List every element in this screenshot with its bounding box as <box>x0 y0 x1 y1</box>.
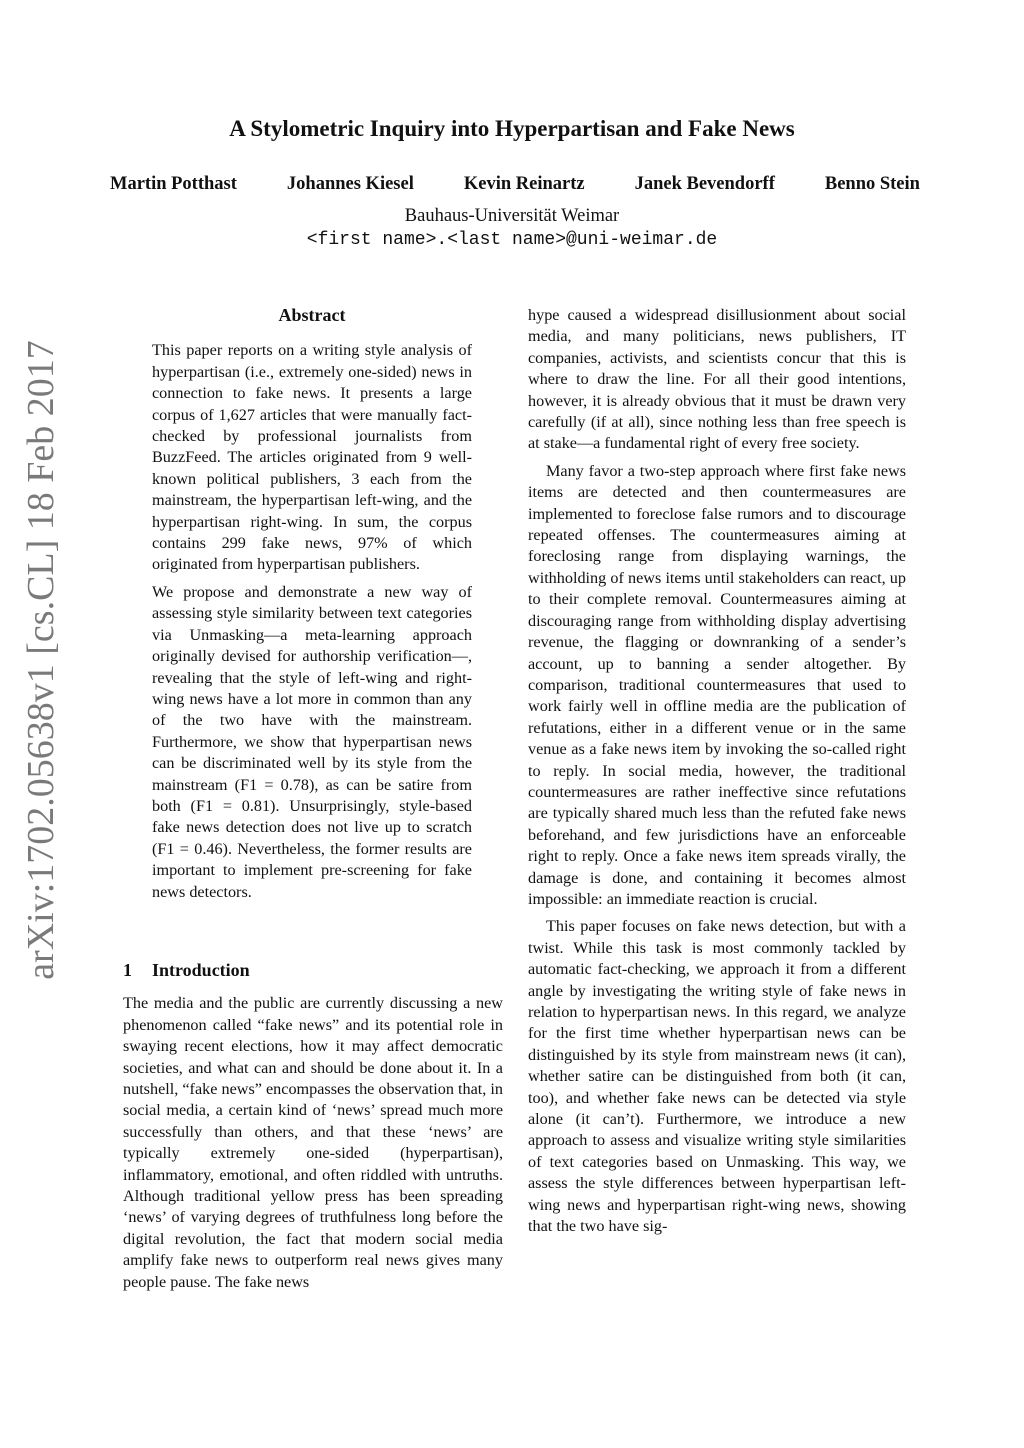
body-paragraph: Many favor a two-step approach where first fake news items are detected and then countermeasures are implemented to foreclose false rumors and to discourage repeated offenses. The countermeasures aiming at foreclosing range from displaying warnings, the withholding of news items until stakeholders can react, up to their complete removal. Countermeasures aiming at discouraging range from withholding display advertising revenue, the flagging or downranking of a sender’s account, up to banning a sender altogether. By comparison, traditional countermeasures that used to work fairly well in offline media are the publication of refutations, either in a different venue or in the same venue as a fake news item by invoking the so-called right to reply. In social media, however, the traditional countermeasures are rather ineffective since refutations are typically shared much less than the refuted fake news beforehand, and few jurisdictions have an enforceable right to reply. Once a fake news item spreads virally, the damage is done, and containing it becomes almost impossible: an immediate reaction is crucial. <box>528 461 906 908</box>
body-paragraph: This paper focuses on fake news detection, but with a twist. While this task is most commonly tackled by automatic fact-checking, we approach it from a different angle by investigating the writing style of fake news in relation to hyperpartisan news. In this regard, we analyze for the first time whether hyperpartisan news can be distinguished by its style from mainstream news (it can), whether satire can be distinguished from both (it can, too), and whether fake news can be detected via style alone (it can’t). Furthermore, we introduce a new approach to assess and visualize writing style similarities of text categories based on Unmasking. This way, we assess the style differences between hyperpartisan left-wing news and hyperpartisan right-wing news, showing that the two have sig- <box>528 917 906 1236</box>
right-column <box>528 305 906 1237</box>
author-name: Kevin Reinartz <box>463 174 585 194</box>
section-number: 1 <box>123 960 132 980</box>
author-name: Johannes Kiesel <box>286 174 414 194</box>
abstract-heading: Abstract <box>278 305 346 325</box>
author-name: Martin Potthast <box>110 174 237 194</box>
paper-title: A Stylometric Inquiry into Hyperpartisan and Fake News <box>229 116 795 141</box>
author-list <box>110 174 920 195</box>
abstract-paragraph: We propose and demonstrate a new way of assessing style similarity between text categories via Unmasking—a meta-learning approach originally devised for authorship verification—, revealing that the style of left-wing and right-wing news have a lot more in common than any of the two have with the mainstream. Furthermore, we show that hyperpartisan news can be discriminated well by its style from the mainstream (F1 = 0.78), as can be satire from both (F1 = 0.81). Unsurprisingly, style-based fake news detection does not live up to scratch (F1 = 0.46). Nevertheless, the former results are important to implement pre-screening for fake news detectors. <box>152 582 472 901</box>
affiliation: Bauhaus-Universität Weimar <box>404 206 620 226</box>
abstract-section <box>152 305 472 903</box>
introduction-section <box>123 960 503 1293</box>
abstract-paragraph: This paper reports on a writing style analysis of hyperpartisan (i.e., extremely one-sided) news in connection to fake news. It presents a large corpus of 1,627 articles that were manually fact-checked by professional journalists from BuzzFeed. The articles originated from 9 well-known political publishers, 3 each from the mainstream, the hyperpartisan left-wing, and the hyperpartisan right-wing. In sum, the corpus contains 299 fake news, 97% of which originated from hyperpartisan publishers. <box>152 341 472 574</box>
arxiv-stamp-text: arXiv:1702.05638v1 [cs.CL] 18 Feb 2017 <box>20 340 63 980</box>
arxiv-identifier-stamp <box>10 250 72 1070</box>
body-paragraph: hype caused a widespread disillusionment about social media, and many politicians, news publishers, IT companies, activists, and scientists concur that this is where to draw the line. For all their good intentions, however, it is already obvious that it must be drawn very carefully (if at all), since nothing less than free speech is at stake—a fundamental right of every free society. <box>528 306 906 453</box>
introduction-heading <box>123 960 503 981</box>
author-name: Benno Stein <box>824 174 920 194</box>
section-title: Introduction <box>152 960 250 980</box>
body-paragraph: The media and the public are currently discussing a new phenomenon called “fake news” and its potential role in swaying recent elections, how it may affect democratic societies, and what can and should be done about it. In a nutshell, “fake news” encompasses the observation that, in social media, a certain kind of ‘news’ spread much more successfully than others, and that these ‘news’ are typically extremely one-sided (hyperpartisan), inflammatory, emotional, and often riddled with untruths. Although traditional yellow press has been spreading ‘news’ of varying degrees of truthfulness long before the digital revolution, the fact that modern social media amplify fake news to outperform real news gives many people pause. The fake news <box>123 994 503 1291</box>
author-email: <first name>.<last name>@uni-weimar.de <box>306 230 718 250</box>
author-name: Janek Bevendorff <box>634 174 775 194</box>
